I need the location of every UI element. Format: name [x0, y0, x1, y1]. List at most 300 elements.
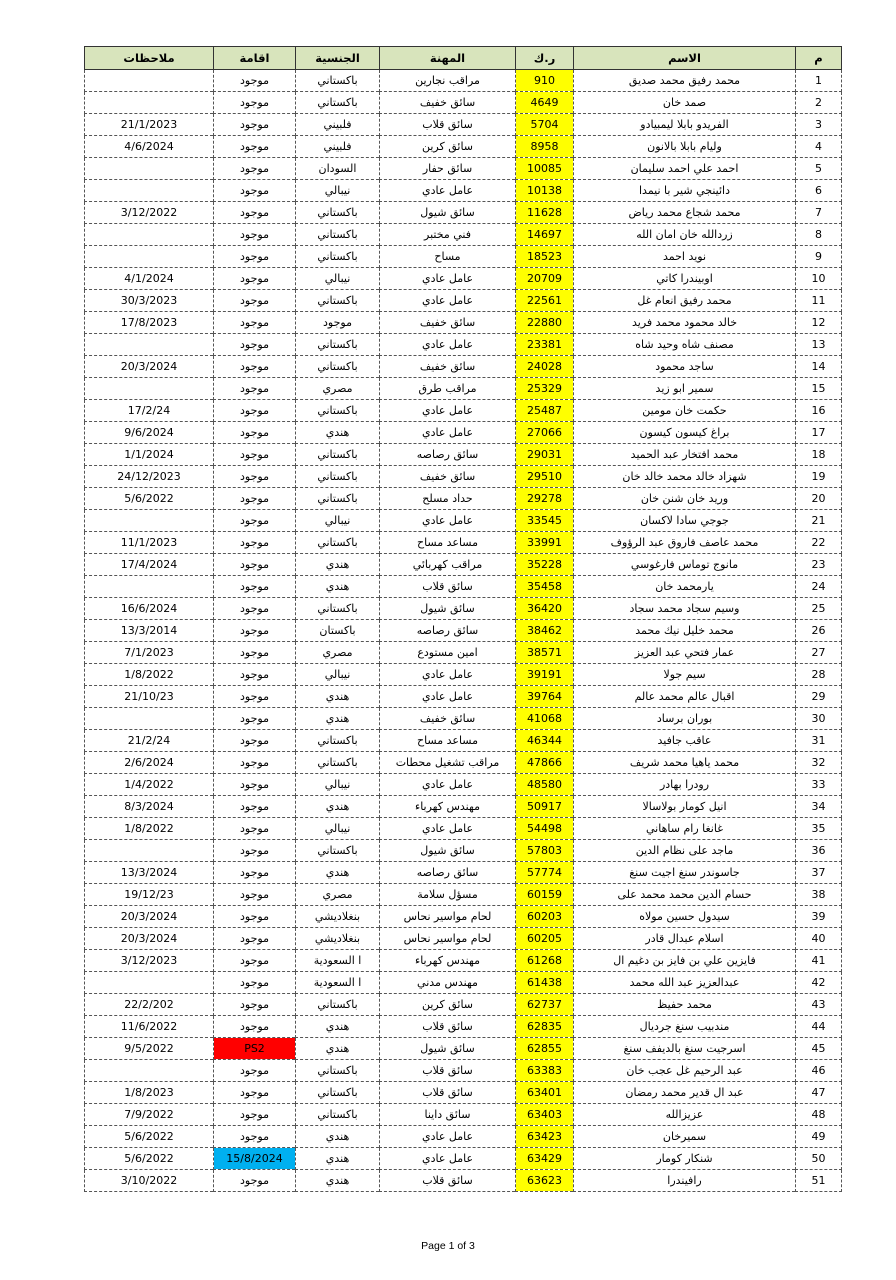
nationality: باكستاني	[296, 1104, 380, 1126]
nationality: نيبالي	[296, 664, 380, 686]
nationality: هندي	[296, 686, 380, 708]
notes	[85, 378, 214, 400]
notes: 5/6/2022	[85, 1126, 214, 1148]
row-index: 29	[796, 686, 842, 708]
employee-code: 62855	[516, 1038, 574, 1060]
notes	[85, 180, 214, 202]
notes	[85, 708, 214, 730]
nationality: هندي	[296, 1016, 380, 1038]
row-index: 24	[796, 576, 842, 598]
table-row	[85, 92, 842, 114]
residency-status: موجود	[214, 994, 296, 1016]
profession: امين مستودع	[380, 642, 516, 664]
row-index: 28	[796, 664, 842, 686]
employee-name: عبد الرحيم غل عجب خان	[574, 1060, 796, 1082]
notes	[85, 576, 214, 598]
table-row	[85, 708, 842, 730]
residency-status: موجود	[214, 730, 296, 752]
profession: سائق خفيف	[380, 466, 516, 488]
row-index: 50	[796, 1148, 842, 1170]
employee-code: 39764	[516, 686, 574, 708]
row-index: 51	[796, 1170, 842, 1192]
profession: عامل عادي	[380, 818, 516, 840]
profession: عامل عادي	[380, 422, 516, 444]
residency-status: موجود	[214, 466, 296, 488]
nationality: باكستاني	[296, 246, 380, 268]
col-header-index: م	[796, 47, 842, 70]
nationality: باكستاني	[296, 840, 380, 862]
table-row	[85, 488, 842, 510]
notes: 20/3/2024	[85, 356, 214, 378]
notes	[85, 224, 214, 246]
row-index: 23	[796, 554, 842, 576]
residency-status: موجود	[214, 620, 296, 642]
notes: 9/6/2024	[85, 422, 214, 444]
table-header-row	[85, 47, 842, 70]
employee-code: 29510	[516, 466, 574, 488]
nationality: مصري	[296, 642, 380, 664]
residency-status: موجود	[214, 488, 296, 510]
residency-status: PS2	[214, 1038, 296, 1060]
employee-code: 25329	[516, 378, 574, 400]
profession: مهندس كهرباء	[380, 950, 516, 972]
nationality: ا السعودية	[296, 972, 380, 994]
notes: 20/3/2024	[85, 906, 214, 928]
residency-status: موجود	[214, 1060, 296, 1082]
table-row	[85, 664, 842, 686]
notes: 4/6/2024	[85, 136, 214, 158]
employee-name: ماجد على نظام الدين	[574, 840, 796, 862]
profession: سائق رصاصه	[380, 444, 516, 466]
residency-status: موجود	[214, 1104, 296, 1126]
nationality: نيبالي	[296, 180, 380, 202]
nationality: هندي	[296, 1148, 380, 1170]
residency-status: موجود	[214, 950, 296, 972]
employee-name: براغ كيسون كيسون	[574, 422, 796, 444]
row-index: 49	[796, 1126, 842, 1148]
residency-status: موجود	[214, 378, 296, 400]
residency-status: موجود	[214, 818, 296, 840]
employee-name: محمد ياهيا محمد شريف	[574, 752, 796, 774]
employee-name: حسام الدين محمد محمد على	[574, 884, 796, 906]
table-row	[85, 620, 842, 642]
nationality: هندي	[296, 554, 380, 576]
residency-status: موجود	[214, 136, 296, 158]
profession: عامل عادي	[380, 774, 516, 796]
employee-code: 57774	[516, 862, 574, 884]
profession: سائق شيول	[380, 1038, 516, 1060]
profession: سائق خفيف	[380, 708, 516, 730]
nationality: بنغلاديشي	[296, 906, 380, 928]
nationality: مصري	[296, 884, 380, 906]
row-index: 40	[796, 928, 842, 950]
nationality: باكستان	[296, 620, 380, 642]
table-row	[85, 994, 842, 1016]
table-row	[85, 422, 842, 444]
employee-table	[84, 46, 842, 1192]
profession: سائق شيول	[380, 598, 516, 620]
row-index: 30	[796, 708, 842, 730]
nationality: هندي	[296, 576, 380, 598]
profession: عامل عادي	[380, 400, 516, 422]
notes: 22/2/202	[85, 994, 214, 1016]
residency-status: موجود	[214, 642, 296, 664]
profession: سائق رصاصه	[380, 620, 516, 642]
table-row	[85, 158, 842, 180]
row-index: 2	[796, 92, 842, 114]
employee-code: 47866	[516, 752, 574, 774]
row-index: 33	[796, 774, 842, 796]
employee-name: جوجي سادا لاكسان	[574, 510, 796, 532]
nationality: فلبيني	[296, 136, 380, 158]
employee-name: احمد علي احمد سليمان	[574, 158, 796, 180]
row-index: 36	[796, 840, 842, 862]
employee-code: 23381	[516, 334, 574, 356]
row-index: 15	[796, 378, 842, 400]
table-row	[85, 334, 842, 356]
table-row	[85, 1016, 842, 1038]
employee-code: 22880	[516, 312, 574, 334]
nationality: باكستاني	[296, 444, 380, 466]
profession: مسؤل سلامة	[380, 884, 516, 906]
nationality: هندي	[296, 1126, 380, 1148]
nationality: باكستاني	[296, 466, 380, 488]
nationality: باكستاني	[296, 334, 380, 356]
employee-name: انيل كومار بولاسالا	[574, 796, 796, 818]
notes: 1/8/2023	[85, 1082, 214, 1104]
residency-status: موجود	[214, 202, 296, 224]
residency-status: موجود	[214, 598, 296, 620]
notes: 21/2/24	[85, 730, 214, 752]
employee-code: 50917	[516, 796, 574, 818]
row-index: 12	[796, 312, 842, 334]
residency-status: موجود	[214, 356, 296, 378]
employee-name: عزيزالله	[574, 1104, 796, 1126]
notes: 21/1/2023	[85, 114, 214, 136]
table-row	[85, 136, 842, 158]
residency-status: موجود	[214, 664, 296, 686]
employee-name: ساجد محمود	[574, 356, 796, 378]
employee-name: زردالله خان امان الله	[574, 224, 796, 246]
residency-status: موجود	[214, 884, 296, 906]
nationality: هندي	[296, 422, 380, 444]
employee-code: 63403	[516, 1104, 574, 1126]
nationality: باكستاني	[296, 224, 380, 246]
employee-name: محمد شجاع محمد رياض	[574, 202, 796, 224]
nationality: فلبيني	[296, 114, 380, 136]
residency-status: موجود	[214, 114, 296, 136]
profession: مساعد مساح	[380, 532, 516, 554]
row-index: 19	[796, 466, 842, 488]
notes: 17/4/2024	[85, 554, 214, 576]
notes: 5/6/2022	[85, 1148, 214, 1170]
nationality: نيبالي	[296, 268, 380, 290]
profession: سائق قلاب	[380, 1016, 516, 1038]
row-index: 10	[796, 268, 842, 290]
nationality: باكستاني	[296, 92, 380, 114]
row-index: 16	[796, 400, 842, 422]
col-header-profession: المهنة	[380, 47, 516, 70]
notes	[85, 158, 214, 180]
row-index: 3	[796, 114, 842, 136]
employee-name: عبدالعزيز عبد الله محمد	[574, 972, 796, 994]
table-row	[85, 356, 842, 378]
notes	[85, 92, 214, 114]
employee-name: حكمت خان مومين	[574, 400, 796, 422]
notes: 20/3/2024	[85, 928, 214, 950]
nationality: هندي	[296, 1170, 380, 1192]
employee-code: 63401	[516, 1082, 574, 1104]
nationality: باكستاني	[296, 1060, 380, 1082]
nationality: هندي	[296, 708, 380, 730]
employee-name: اسلام عبدال قادر	[574, 928, 796, 950]
profession: سائق قلاب	[380, 114, 516, 136]
employee-code: 61268	[516, 950, 574, 972]
table-row	[85, 752, 842, 774]
profession: سائق خفيف	[380, 92, 516, 114]
employee-code: 20709	[516, 268, 574, 290]
residency-status: موجود	[214, 158, 296, 180]
nationality: هندي	[296, 796, 380, 818]
profession: سائق خفيف	[380, 356, 516, 378]
row-index: 37	[796, 862, 842, 884]
notes: 3/10/2022	[85, 1170, 214, 1192]
notes: 19/12/23	[85, 884, 214, 906]
notes: 3/12/2022	[85, 202, 214, 224]
employee-name: بوران برساد	[574, 708, 796, 730]
nationality: ا السعودية	[296, 950, 380, 972]
profession: مراقب طرق	[380, 378, 516, 400]
notes: 16/6/2024	[85, 598, 214, 620]
profession: سائق شيول	[380, 202, 516, 224]
residency-status: موجود	[214, 840, 296, 862]
profession: مراقب كهربائي	[380, 554, 516, 576]
table-row	[85, 444, 842, 466]
profession: عامل عادي	[380, 290, 516, 312]
profession: عامل عادي	[380, 510, 516, 532]
employee-name: محمد رفيق انعام غل	[574, 290, 796, 312]
notes: 21/10/23	[85, 686, 214, 708]
table-row	[85, 576, 842, 598]
notes: 17/2/24	[85, 400, 214, 422]
table-row	[85, 532, 842, 554]
table-row	[85, 686, 842, 708]
residency-status: موجود	[214, 290, 296, 312]
residency-status: موجود	[214, 268, 296, 290]
residency-status: موجود	[214, 708, 296, 730]
residency-status: موجود	[214, 444, 296, 466]
profession: سائق قلاب	[380, 1170, 516, 1192]
residency-status: موجود	[214, 928, 296, 950]
row-index: 7	[796, 202, 842, 224]
table-row	[85, 1104, 842, 1126]
employee-code: 57803	[516, 840, 574, 862]
employee-code: 63429	[516, 1148, 574, 1170]
employee-code: 11628	[516, 202, 574, 224]
table-row	[85, 906, 842, 928]
row-index: 21	[796, 510, 842, 532]
employee-code: 63383	[516, 1060, 574, 1082]
residency-status: موجود	[214, 972, 296, 994]
residency-status: موجود	[214, 510, 296, 532]
row-index: 32	[796, 752, 842, 774]
employee-name: دائينجي شير با نيمدا	[574, 180, 796, 202]
profession: سائق رصاصه	[380, 862, 516, 884]
row-index: 41	[796, 950, 842, 972]
table-row	[85, 246, 842, 268]
employee-code: 54498	[516, 818, 574, 840]
employee-code: 24028	[516, 356, 574, 378]
profession: سائق كرين	[380, 136, 516, 158]
row-index: 22	[796, 532, 842, 554]
employee-code: 38571	[516, 642, 574, 664]
col-header-residency: اقامة	[214, 47, 296, 70]
notes	[85, 334, 214, 356]
row-index: 14	[796, 356, 842, 378]
employee-code: 10085	[516, 158, 574, 180]
employee-code: 60159	[516, 884, 574, 906]
notes: 30/3/2023	[85, 290, 214, 312]
profession: عامل عادي	[380, 686, 516, 708]
row-index: 47	[796, 1082, 842, 1104]
nationality: نيبالي	[296, 774, 380, 796]
notes: 13/3/2014	[85, 620, 214, 642]
residency-status: موجود	[214, 554, 296, 576]
profession: سائق شيول	[380, 840, 516, 862]
notes: 1/8/2022	[85, 818, 214, 840]
table-row	[85, 818, 842, 840]
row-index: 25	[796, 598, 842, 620]
notes: 8/3/2024	[85, 796, 214, 818]
nationality: نيبالي	[296, 818, 380, 840]
employee-name: سيدول حسين مولاه	[574, 906, 796, 928]
table-row	[85, 554, 842, 576]
notes: 1/8/2022	[85, 664, 214, 686]
row-index: 27	[796, 642, 842, 664]
residency-status: موجود	[214, 92, 296, 114]
notes	[85, 1060, 214, 1082]
nationality: باكستاني	[296, 1082, 380, 1104]
residency-status: موجود	[214, 1126, 296, 1148]
nationality: مصري	[296, 378, 380, 400]
residency-status: موجود	[214, 752, 296, 774]
employee-code: 25487	[516, 400, 574, 422]
employee-code: 62835	[516, 1016, 574, 1038]
employee-code: 5704	[516, 114, 574, 136]
notes: 11/6/2022	[85, 1016, 214, 1038]
nationality: باكستاني	[296, 994, 380, 1016]
row-index: 46	[796, 1060, 842, 1082]
employee-code: 8958	[516, 136, 574, 158]
profession: عامل عادي	[380, 1148, 516, 1170]
residency-status: موجود	[214, 862, 296, 884]
nationality: نيبالي	[296, 510, 380, 532]
nationality: بنغلاديشي	[296, 928, 380, 950]
employee-name: سميرخان	[574, 1126, 796, 1148]
residency-status: موجود	[214, 312, 296, 334]
table-row	[85, 928, 842, 950]
table-row	[85, 774, 842, 796]
employee-name: فايزين علي بن فايز بن دغيم ال	[574, 950, 796, 972]
nationality: باكستاني	[296, 290, 380, 312]
employee-name: سمير ابو زيد	[574, 378, 796, 400]
profession: عامل عادي	[380, 664, 516, 686]
nationality: باكستاني	[296, 532, 380, 554]
employee-code: 63623	[516, 1170, 574, 1192]
employee-code: 38462	[516, 620, 574, 642]
employee-name: عمار فتحي عبد العزيز	[574, 642, 796, 664]
employee-name: وليام بابلا بالانون	[574, 136, 796, 158]
residency-status: موجود	[214, 532, 296, 554]
residency-status: موجود	[214, 400, 296, 422]
employee-name: جاسوندر سنغ اجيت سنغ	[574, 862, 796, 884]
profession: مراقب نجارين	[380, 70, 516, 92]
table-row	[85, 950, 842, 972]
row-index: 44	[796, 1016, 842, 1038]
employee-code: 48580	[516, 774, 574, 796]
row-index: 35	[796, 818, 842, 840]
residency-status: موجود	[214, 422, 296, 444]
residency-status: موجود	[214, 796, 296, 818]
table-row	[85, 114, 842, 136]
employee-name: محمد عاصف فاروق عبد الرؤوف	[574, 532, 796, 554]
table-row	[85, 378, 842, 400]
residency-status: موجود	[214, 224, 296, 246]
notes: 1/1/2024	[85, 444, 214, 466]
nationality: باكستاني	[296, 202, 380, 224]
residency-status: موجود	[214, 576, 296, 598]
notes: 7/1/2023	[85, 642, 214, 664]
employee-code: 46344	[516, 730, 574, 752]
profession: سائق خفيف	[380, 312, 516, 334]
employee-name: نويد احمد	[574, 246, 796, 268]
employee-code: 60203	[516, 906, 574, 928]
residency-status: 15/8/2024	[214, 1148, 296, 1170]
row-index: 5	[796, 158, 842, 180]
table-row	[85, 796, 842, 818]
residency-status: موجود	[214, 686, 296, 708]
table-row	[85, 1038, 842, 1060]
table-row	[85, 510, 842, 532]
table-row	[85, 180, 842, 202]
table-row	[85, 202, 842, 224]
nationality: السودان	[296, 158, 380, 180]
profession: سائق قلاب	[380, 1060, 516, 1082]
table-row	[85, 730, 842, 752]
employee-name: سيم جولا	[574, 664, 796, 686]
nationality: هندي	[296, 1038, 380, 1060]
row-index: 48	[796, 1104, 842, 1126]
row-index: 39	[796, 906, 842, 928]
row-index: 18	[796, 444, 842, 466]
notes: 9/5/2022	[85, 1038, 214, 1060]
row-index: 9	[796, 246, 842, 268]
row-index: 26	[796, 620, 842, 642]
profession: عامل عادي	[380, 268, 516, 290]
profession: مراقب تشغيل محطات	[380, 752, 516, 774]
employee-code: 61438	[516, 972, 574, 994]
table-row	[85, 840, 842, 862]
profession: حداد مسلح	[380, 488, 516, 510]
employee-name: محمد رفيق محمد صديق	[574, 70, 796, 92]
residency-status: موجود	[214, 774, 296, 796]
employee-code: 14697	[516, 224, 574, 246]
table-row	[85, 862, 842, 884]
employee-name: غانغا رام ساهاني	[574, 818, 796, 840]
employee-code: 910	[516, 70, 574, 92]
profession: سائق كرين	[380, 994, 516, 1016]
table-row	[85, 268, 842, 290]
